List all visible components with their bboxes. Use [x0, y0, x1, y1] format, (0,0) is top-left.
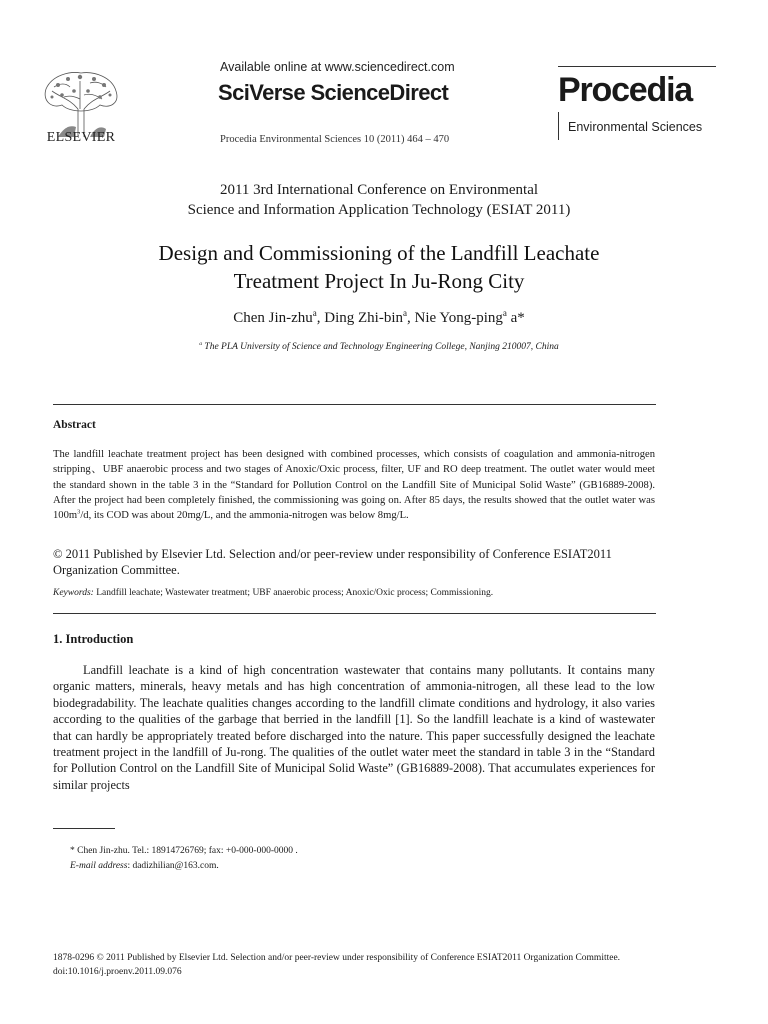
journal-citation: Procedia Environmental Sciences 10 (2011) 464 – 470: [220, 134, 450, 145]
author-list: [0, 310, 758, 327]
abstract-superscript: 3: [77, 508, 81, 516]
author-affiliation-mark: a: [403, 308, 408, 318]
title-line-1: Design and Commissioning of the Landfill Leachate: [158, 241, 600, 265]
abstract-body: [53, 447, 655, 523]
email-footnote: [70, 861, 219, 871]
journal-subtitle: Environmental Sciences: [568, 120, 703, 134]
introduction-body: [53, 662, 655, 793]
abstract-text-part-2: /d, its COD was about 20mg/L, and the ammonia-nitrogen was below 8mg/L.: [80, 510, 409, 522]
available-online-line: Available online at www.sciencedirect.com: [220, 60, 455, 74]
author-separator: ,: [316, 310, 325, 326]
keywords-label: Keywords:: [53, 588, 94, 598]
email-address: : dadizhilian@163.com.: [127, 861, 219, 871]
author-affiliation-mark: a: [312, 308, 317, 318]
abstract-top-rule: [53, 404, 656, 405]
keywords: [53, 588, 493, 598]
procedia-logo-rule: [558, 66, 716, 67]
keywords-list: Landfill leachate; Wastewater treatment; UBF anaerobic process; Anoxic/Oxic process; Commissioning.: [93, 588, 494, 598]
author-name: Nie Yong-ping: [414, 310, 503, 326]
author-separator: ,: [407, 310, 415, 326]
abstract-heading: Abstract: [53, 419, 96, 431]
affiliation-mark: a: [199, 340, 203, 347]
author-name: Chen Jin-zhu: [233, 310, 313, 326]
conference-line-2: Science and Information Application Technology (ESIAT 2011): [187, 202, 571, 218]
affiliation-text: The PLA University of Science and Technology Engineering College, Nanjing 210007, China: [202, 342, 559, 352]
conference-line-1: 2011 3rd International Conference on Environmental: [219, 182, 539, 198]
title-line-2: Treatment Project In Ju-Rong City: [233, 269, 525, 293]
author-separator: a*: [506, 310, 525, 326]
introduction-heading: 1. Introduction: [53, 632, 134, 646]
conference-name: [0, 180, 758, 220]
corresponding-author-footnote: * Chen Jin-zhu. Tel.: 18914726769; fax: +0-000-000-0000 .: [70, 846, 298, 856]
affiliation: [0, 342, 758, 352]
procedia-logo-bracket: [558, 112, 559, 140]
author-name: Ding Zhi-bin: [324, 310, 404, 326]
paper-title: [0, 239, 758, 295]
author-affiliation-mark: a: [502, 308, 507, 318]
page-footer-doi: doi:10.1016/j.proenv.2011.09.076: [53, 967, 182, 977]
email-label: E-mail address: [70, 861, 128, 871]
publisher-name: ELSEVIER: [46, 130, 116, 145]
copyright-notice: © 2011 Published by Elsevier Ltd. Selection and/or peer-review under responsibility of Conference ESIAT2011 Organization Committee.: [53, 547, 612, 577]
abstract-bottom-rule: [53, 613, 656, 614]
introduction-text: Landfill leachate is a kind of high concentration wastewater that contains many pollutants. It contains many organic matters, minerals, heavy metals and has high concentration of ammonia-nitrogen, all these lead to the low biodegradability. The leachate qualities changes according to the landfill climate conditions and hydrology, it also varies according to the qualities of the garbage that berried in the landfill [1]. So the landfill leachate is a kind of wastewater that can hardly be appropriately treated before discharged into the nature. This paper successfully designed the leachate treatment project in the landfill of Ju-rong. The qualities of the outlet water meet the standard in table 3 in the “Standard for Pollution Control on the Landfill Site of Municipal Solid Waste” (GB16889-2008). That accumulates experiences for similar projects: [53, 663, 655, 792]
footnote-rule: [53, 828, 115, 829]
abstract-text-part-1: The landfill leachate treatment project has been designed with combined processes, which consists of coagulation and ammonia-nitrogen stripping、UBF anaerobic process and two stages of Anoxic/Oxic process, filter, UF and RO deep treatment. The outlet water would meet the standard shown in the table 3 in the “Standard for Pollution Control on the Landfill Site of Municipal Solid Waste” (GB16889-2008). After the project had been completely finished, the commissioning was going on. After 85 days, the results showed that the outlet water was 100m: [53, 449, 655, 522]
journal-logo: Procedia: [558, 71, 693, 109]
platform-name: SciVerse ScienceDirect: [218, 80, 449, 105]
page-footer-copyright: 1878-0296 © 2011 Published by Elsevier Ltd. Selection and/or peer-review under responsibility of Conference ESIAT2011 Organization Committee.: [53, 953, 621, 963]
